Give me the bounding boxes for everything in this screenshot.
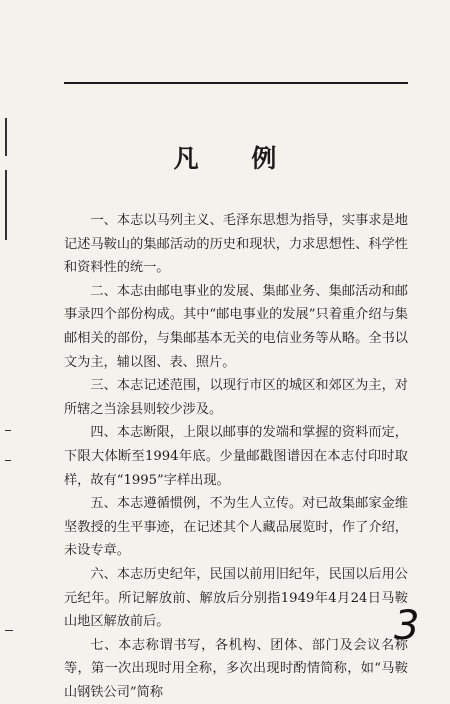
paragraph-1: 一、本志以马列主义、毛泽东思想为指导，实事求是地记述马鞍山的集邮活动的历史和现状，力求思想性、科学性和资料性的统一。 <box>64 213 408 276</box>
paragraph-4: 四、本志断限，上限以邮事的发端和掌握的资料而定，下限大体断至1994年底。少量邮戳图谱因在本志付印时取样，故有“1995”字样出现。 <box>64 425 408 488</box>
paragraph-6: 六、本志历史纪年，民国以前用旧纪年，民国以后用公元纪年。所记解放前、解放后分别指1949年4月24日马鞍山地区解放前后。 <box>64 566 408 630</box>
binding-mark <box>5 170 7 240</box>
paragraph-3: 三、本志记述范围，以现行市区的城区和郊区为主，对所辖之当涂县则较少涉及。 <box>64 378 408 417</box>
paragraph-7: 七、本志称谓书写，各机构、团体、部门及会议名称等，第一次出现时用全称，多次出现时酌情简称，如“马鞍山钢铁公司”简称 <box>64 637 408 700</box>
page-title: 凡 例 <box>173 144 299 173</box>
paragraph-5: 五、本志遵循惯例，不为生人立传。对已故集邮家金维坚教授的生平事迹，在记述其个人藏品展览时，作了介绍，未设专章。 <box>64 496 408 559</box>
binding-mark <box>5 430 11 431</box>
body-text <box>64 209 408 704</box>
paragraph-2: 二、本志由邮电事业的发展、集邮业务、集邮活动和邮事录四个部份构成。其中“邮电事业的发展”只着重介绍与集邮相关的部份，与集邮基本无关的电信业务等从略。全书以文为主，辅以图、表、照片。 <box>64 283 408 370</box>
binding-mark <box>5 630 13 631</box>
binding-mark <box>5 460 11 461</box>
header-rule <box>64 82 408 84</box>
handwritten-page-number: 3 <box>394 603 420 649</box>
